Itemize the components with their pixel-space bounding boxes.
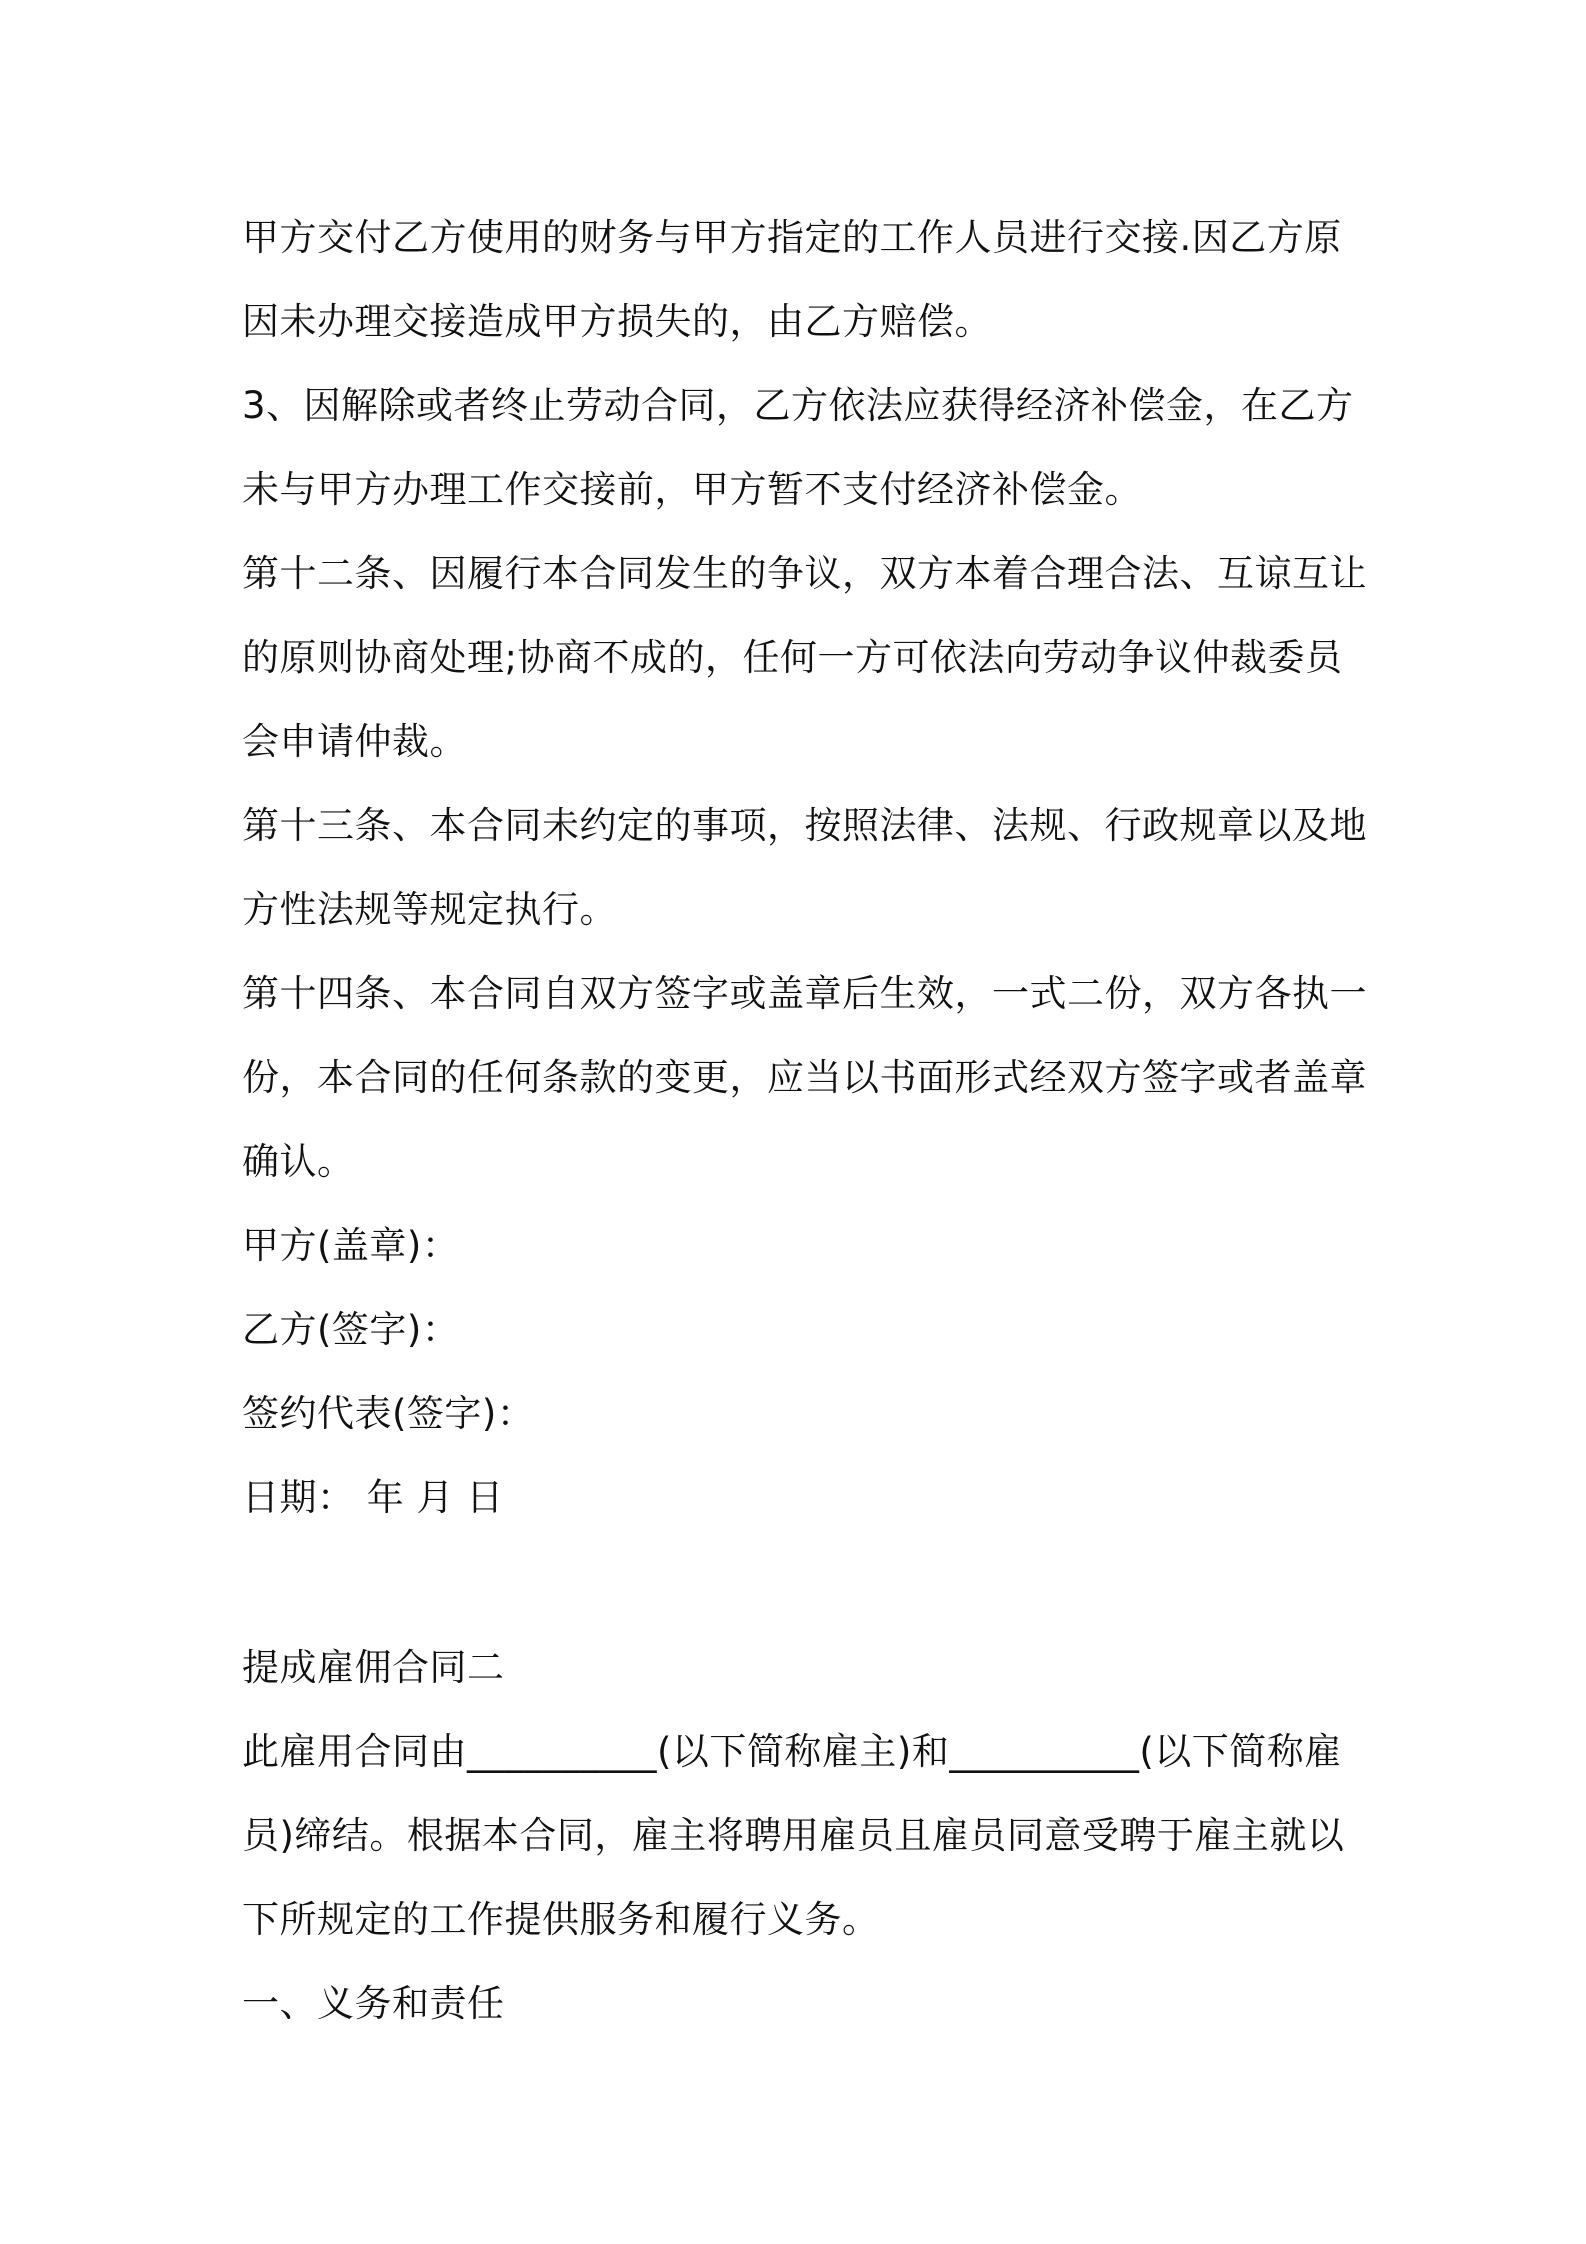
- body-line: 份，本合同的任何条款的变更，应当以书面形式经双方签字或者盖章: [242, 1056, 1367, 1099]
- body-line: 3、因解除或者终止劳动合同，乙方依法应获得经济补偿金，在乙方: [242, 384, 1354, 427]
- body-line: 第十三条、本合同未约定的事项，按照法律、法规、行政规章以及地: [242, 804, 1367, 847]
- body-line: 此雇用合同由__________(以下简称雇主)和__________(以下简称雇: [242, 1730, 1342, 1773]
- date-line: 日期： 年 月 日: [242, 1476, 504, 1519]
- document-body: [242, 196, 1367, 2046]
- body-line: 方性法规等规定执行。: [242, 888, 617, 931]
- body-line: 第十四条、本合同自双方签字或盖章后生效，一式二份，双方各执一: [242, 972, 1367, 1015]
- body-line: 的原则协商处理;协商不成的，任何一方可依法向劳动争议仲裁委员: [242, 636, 1343, 679]
- section-spacer: [242, 1540, 1362, 1626]
- section-title: 提成雇佣合同二: [242, 1646, 505, 1689]
- body-line: 甲方交付乙方使用的财务与甲方指定的工作人员进行交接.因乙方原: [242, 216, 1342, 259]
- section-heading: 一、义务和责任: [242, 1982, 505, 2025]
- body-line: 会申请仲裁。: [242, 720, 467, 763]
- representative-signature-line: 签约代表(签字)：: [242, 1392, 535, 1435]
- party-b-signature-line: 乙方(签字)：: [242, 1308, 460, 1351]
- body-line: 第十二条、因履行本合同发生的争议，双方本着合理合法、互谅互让: [242, 552, 1367, 595]
- party-a-seal-line: 甲方(盖章)：: [242, 1224, 460, 1267]
- body-line: 因未办理交接造成甲方损失的，由乙方赔偿。: [242, 300, 992, 343]
- body-line: 未与甲方办理工作交接前，甲方暂不支付经济补偿金。: [242, 468, 1142, 511]
- body-line: 确认。: [242, 1140, 355, 1183]
- body-line: 员)缔结。根据本合同，雇主将聘用雇员且雇员同意受聘于雇主就以: [242, 1814, 1345, 1857]
- body-line: 下所规定的工作提供服务和履行义务。: [242, 1898, 880, 1941]
